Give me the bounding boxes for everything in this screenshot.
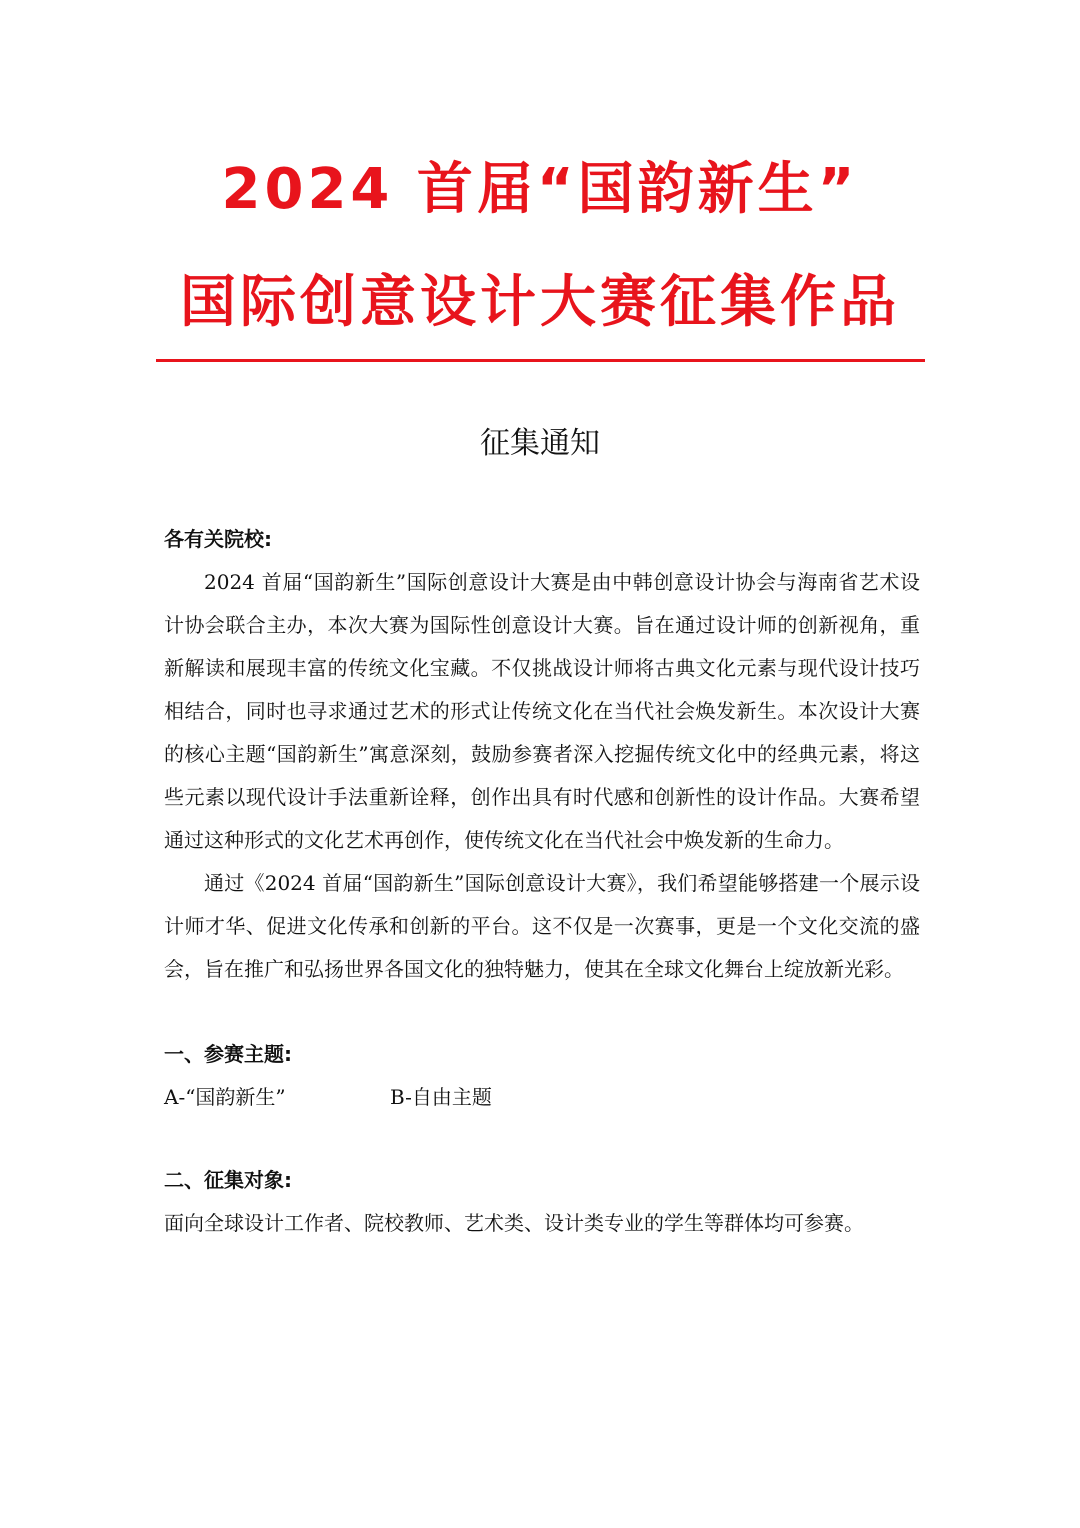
section-spacer (164, 1119, 920, 1159)
title-divider (156, 359, 925, 362)
section-heading-themes: 一、参赛主题: (164, 1042, 292, 1066)
notice-title: 征集通知 (480, 426, 600, 461)
targets-text: 面向全球设计工作者、院校教师、艺术类、设计类专业的学生等群体均可参赛。 (164, 1211, 864, 1235)
intro-paragraph-1: 2024 首届“国韵新生”国际创意设计大赛是由中韩创意设计协会与海南省艺术设计协会联合主办，本次大赛为国际性创意设计大赛。旨在通过设计师的创新视角，重新解读和展现丰富的传统文化宝藏。不仅挑战设计师将古典文化元素与现代设计技巧相结合，同时也寻求通过艺术的形式让传统文化在当代社会焕发新生。本次设计大赛的核心主题“国韵新生”寓意深刻，鼓励参赛者深入挖掘传统文化中的经典元素，将这些元素以现代设计手法重新诠释，创作出具有时代感和创新性的设计作品。大赛希望通过这种形式的文化艺术再创作，使传统文化在当代社会中焕发新的生命力。 (164, 570, 920, 852)
section-heading-targets: 二、征集对象: (164, 1168, 292, 1192)
document-body (164, 518, 920, 1245)
salutation: 各有关院校: (164, 527, 272, 551)
section-spacer (164, 991, 920, 1033)
theme-options (164, 1076, 920, 1119)
document-title-line-2: 国际创意设计大赛征集作品 (180, 270, 900, 335)
intro-paragraph-2: 通过《2024 首届“国韵新生”国际创意设计大赛》，我们希望能够搭建一个展示设计师才华、促进文化传承和创新的平台。这不仅是一次赛事，更是一个文化交流的盛会，旨在推广和弘扬世界各国文化的独特魅力，使其在全球文化舞台上绽放新光彩。 (164, 871, 920, 981)
theme-option-a: A-“国韵新生” (164, 1085, 286, 1109)
document-title-line-1: 2024 首届“国韵新生” (221, 157, 859, 222)
theme-option-b: B-自由主题 (390, 1085, 492, 1109)
